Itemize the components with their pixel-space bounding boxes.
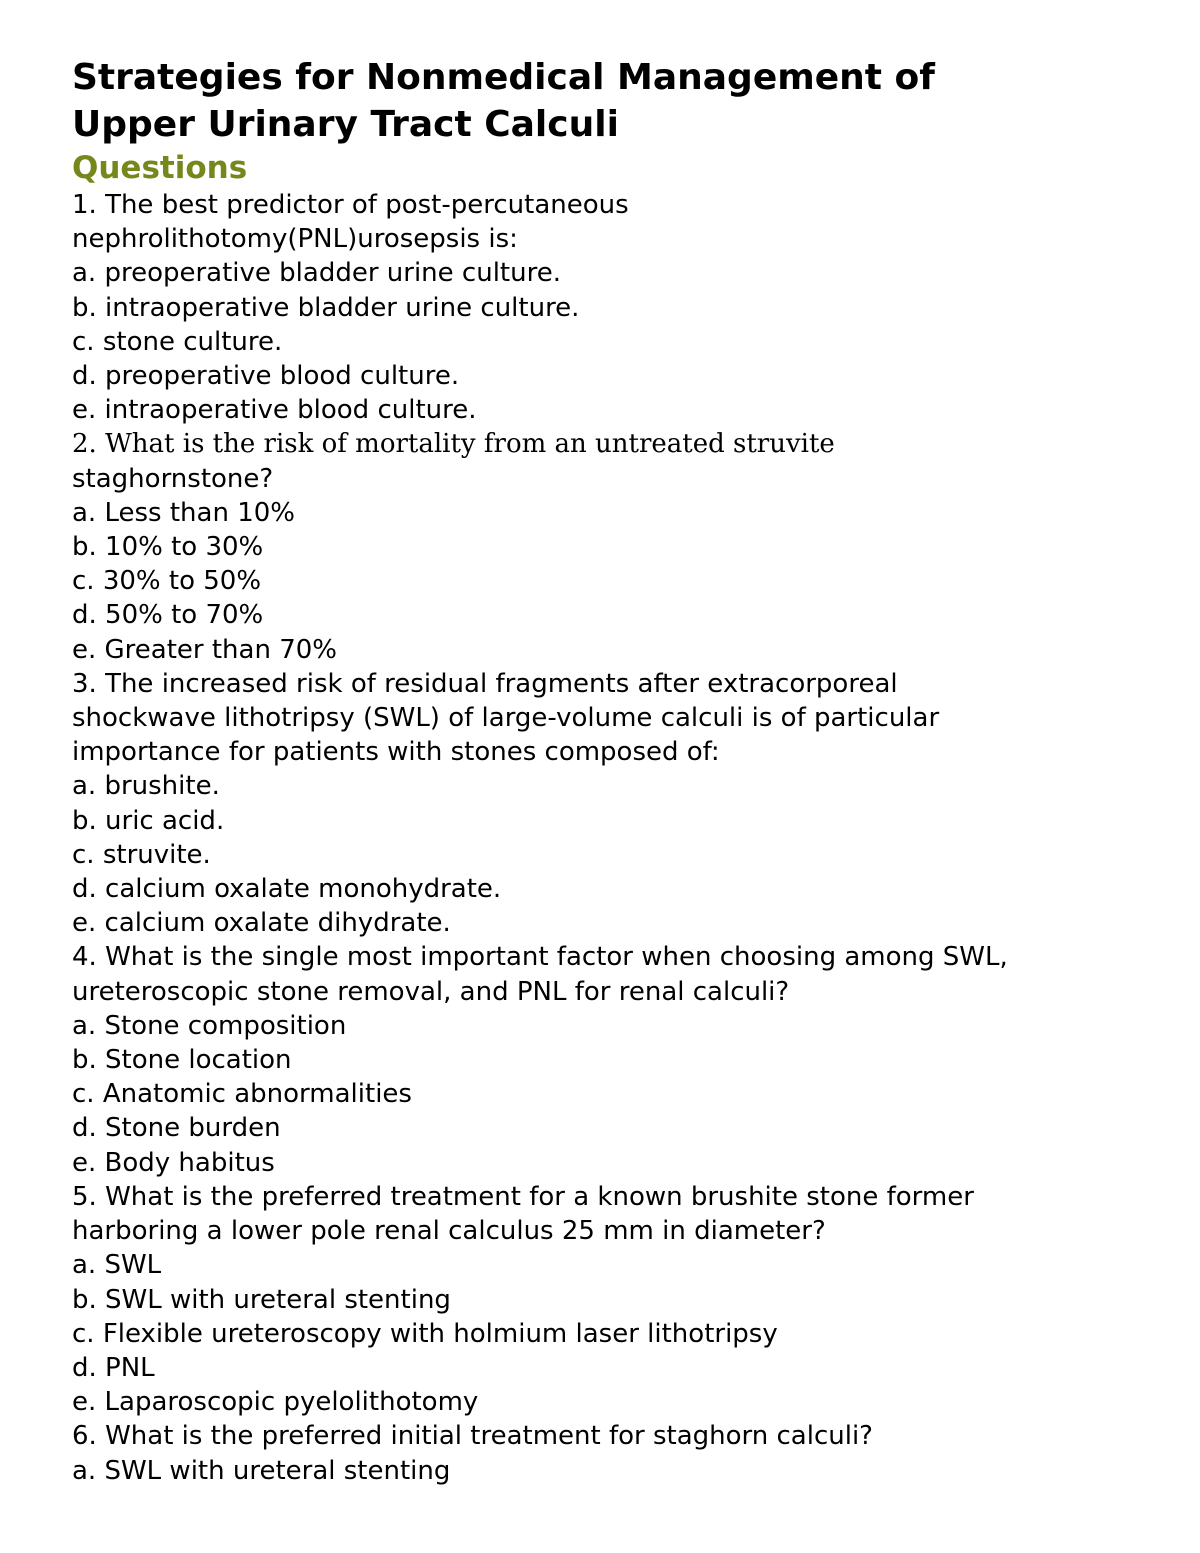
answer-option: b. intraoperative bladder urine culture. [72,292,580,323]
answer-option: a. Stone composition [72,1010,347,1041]
answer-option: a. preoperative bladder urine culture. [72,258,561,289]
document-page [72,54,1172,1488]
question-stem: harboring a lower pole renal calculus 25 mm in diameter? [72,1216,826,1247]
answer-option: e. Laparoscopic pyelolithotomy [72,1387,479,1418]
question-6 [72,1419,1172,1487]
question-2 [72,427,1172,666]
question-5 [72,1180,1172,1419]
question-4 [72,940,1172,1179]
answer-option: c. 30% to 50% [72,566,262,597]
question-stem: 2. What is the risk of mortality from an untreated struvite [72,429,835,460]
answer-option: a. SWL [72,1250,162,1281]
answer-option: a. brushite. [72,771,220,802]
document-title [72,54,1172,148]
question-stem: 5. What is the preferred treatment for a known brushite stone former [72,1181,974,1212]
question-stem: ureteroscopic stone removal, and PNL for renal calculi? [72,976,790,1007]
answer-option: d. calcium oxalate monohydrate. [72,874,502,905]
question-stem: 4. What is the single most important factor when choosing among SWL, [72,942,1008,973]
answer-option: c. Flexible ureteroscopy with holmium laser lithotripsy [72,1318,778,1349]
title-line-1: Strategies for Nonmedical Management of [72,57,935,98]
question-stem: importance for patients with stones composed of: [72,737,720,768]
question-stem: staghornstone? [72,463,274,494]
section-heading: Questions [72,150,248,186]
answer-option: e. calcium oxalate dihydrate. [72,908,451,939]
answer-option: e. Greater than 70% [72,634,338,665]
answer-option: a. SWL with ureteral stenting [72,1455,451,1486]
answer-option: b. SWL with ureteral stenting [72,1284,451,1315]
answer-option: b. Stone location [72,1045,292,1076]
question-stem: 3. The increased risk of residual fragments after extracorporeal [72,668,898,699]
answer-option: d. Stone burden [72,1113,281,1144]
answer-option: a. Less than 10% [72,497,295,528]
answer-option: b. 10% to 30% [72,532,264,563]
answer-option: d. 50% to 70% [72,600,264,631]
answer-option: e. intraoperative blood culture. [72,395,477,426]
answer-option: b. uric acid. [72,805,225,836]
answer-option: c. Anatomic abnormalities [72,1079,412,1110]
answer-option: d. preoperative blood culture. [72,361,460,392]
title-line-2: Upper Urinary Tract Calculi [72,104,619,145]
answer-option: c. struvite. [72,839,211,870]
question-stem: 6. What is the preferred initial treatment for staghorn calculi? [72,1421,873,1452]
question-stem: 1. The best predictor of post-percutaneous [72,190,629,220]
answer-option: d. PNL [72,1352,155,1383]
answer-option: c. stone culture. [72,326,283,357]
question-3 [72,667,1172,941]
question-stem: nephrolithotomy(PNL)urosepsis is: [72,224,518,255]
question-1 [72,188,1172,427]
question-stem: shockwave lithotripsy (SWL) of large-volume calculi is of particular [72,703,940,734]
answer-option: e. Body habitus [72,1147,275,1178]
